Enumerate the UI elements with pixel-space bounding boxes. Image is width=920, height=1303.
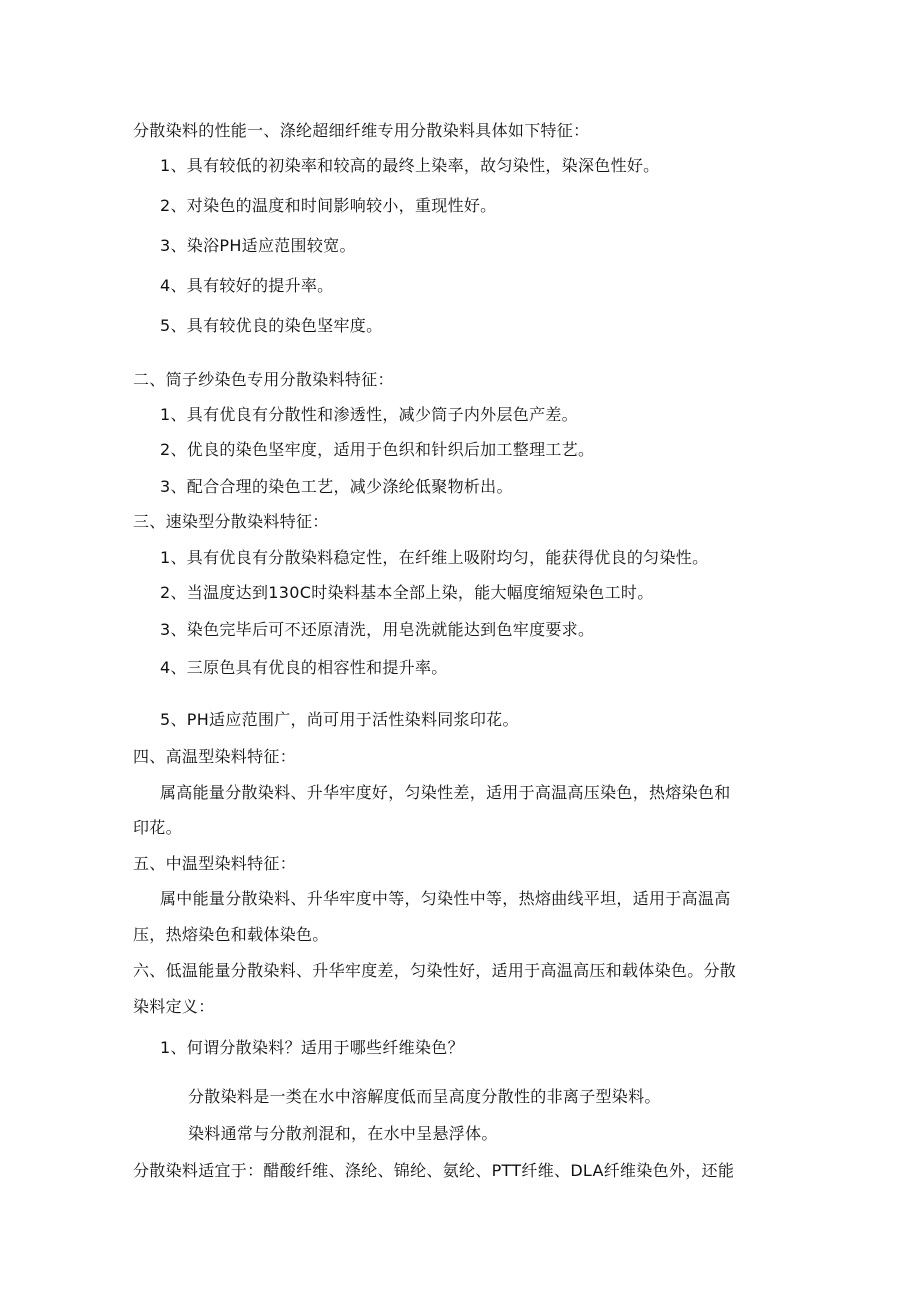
list-item: 2、当温度达到130C时染料基本全部上染，能大幅度缩短染色工时。 <box>160 583 654 602</box>
paragraph-line: 属高能量分散染料、升华牢度好，匀染性差，适用于高温高压染色，热熔染色和 <box>160 783 731 802</box>
list-item: 4、三原色具有优良的相容性和提升率。 <box>160 658 448 677</box>
list-item: 2、对染色的温度和时间影响较小，重现性好。 <box>160 196 497 215</box>
section-heading: 二、筒子纱染色专用分散染料特征： <box>133 370 394 389</box>
paragraph-line: 分散染料适宜于：醋酸纤维、涤纶、锦纶、氨纶、PTT纤维、DLA纤维染色外，还能 <box>133 1161 735 1180</box>
list-item: 3、染色完毕后可不还原清洗，用皂洗就能达到色牢度要求。 <box>160 620 595 639</box>
list-item: 1、具有优良有分散染料稳定性，在纤维上吸附均匀，能获得优良的匀染性。 <box>160 548 709 567</box>
list-item: 2、优良的染色坚牢度，适用于色织和针织后加工整理工艺。 <box>160 440 595 459</box>
paragraph-line: 属中能量分散染料、升华牢度中等，匀染性中等，热熔曲线平坦，适用于高温高 <box>160 889 731 908</box>
list-item: 1、具有优良有分散性和渗透性，减少筒子内外层色产差。 <box>160 405 578 424</box>
list-item: 4、具有较好的提升率。 <box>160 276 334 295</box>
text-line-intro: 分散染料的性能一、涤纶超细纤维专用分散染料具体如下特征： <box>133 121 590 140</box>
section-heading: 五、中温型染料特征： <box>133 854 297 873</box>
paragraph-line: 染料定义： <box>133 997 215 1016</box>
section-heading: 四、高温型染料特征： <box>133 747 297 766</box>
answer-line: 染料通常与分散剂混和，在水中呈悬浮体。 <box>188 1124 498 1143</box>
list-item: 5、具有较优良的染色坚牢度。 <box>160 316 383 335</box>
list-item: 3、染浴PH适应范围较宽。 <box>160 236 356 255</box>
section-heading: 三、速染型分散染料特征： <box>133 512 329 531</box>
question-line: 1、何谓分散染料？适用于哪些纤维染色？ <box>160 1038 464 1057</box>
paragraph-line: 印花。 <box>133 818 182 837</box>
list-item: 3、配合合理的染色工艺，减少涤纶低聚物析出。 <box>160 477 513 496</box>
section-heading: 六、低温能量分散染料、升华牢度差，匀染性好，适用于高温高压和载体染色。分散 <box>133 961 737 980</box>
list-item: 1、具有较低的初染率和较高的最终上染率，故匀染性，染深色性好。 <box>160 156 660 175</box>
paragraph-line: 压，热熔染色和载体染色。 <box>133 925 329 944</box>
answer-line: 分散染料是一类在水中溶解度低而呈高度分散性的非离子型染料。 <box>188 1087 661 1106</box>
list-item: 5、PH适应范围广，尚可用于活性染料同浆印花。 <box>160 710 519 729</box>
